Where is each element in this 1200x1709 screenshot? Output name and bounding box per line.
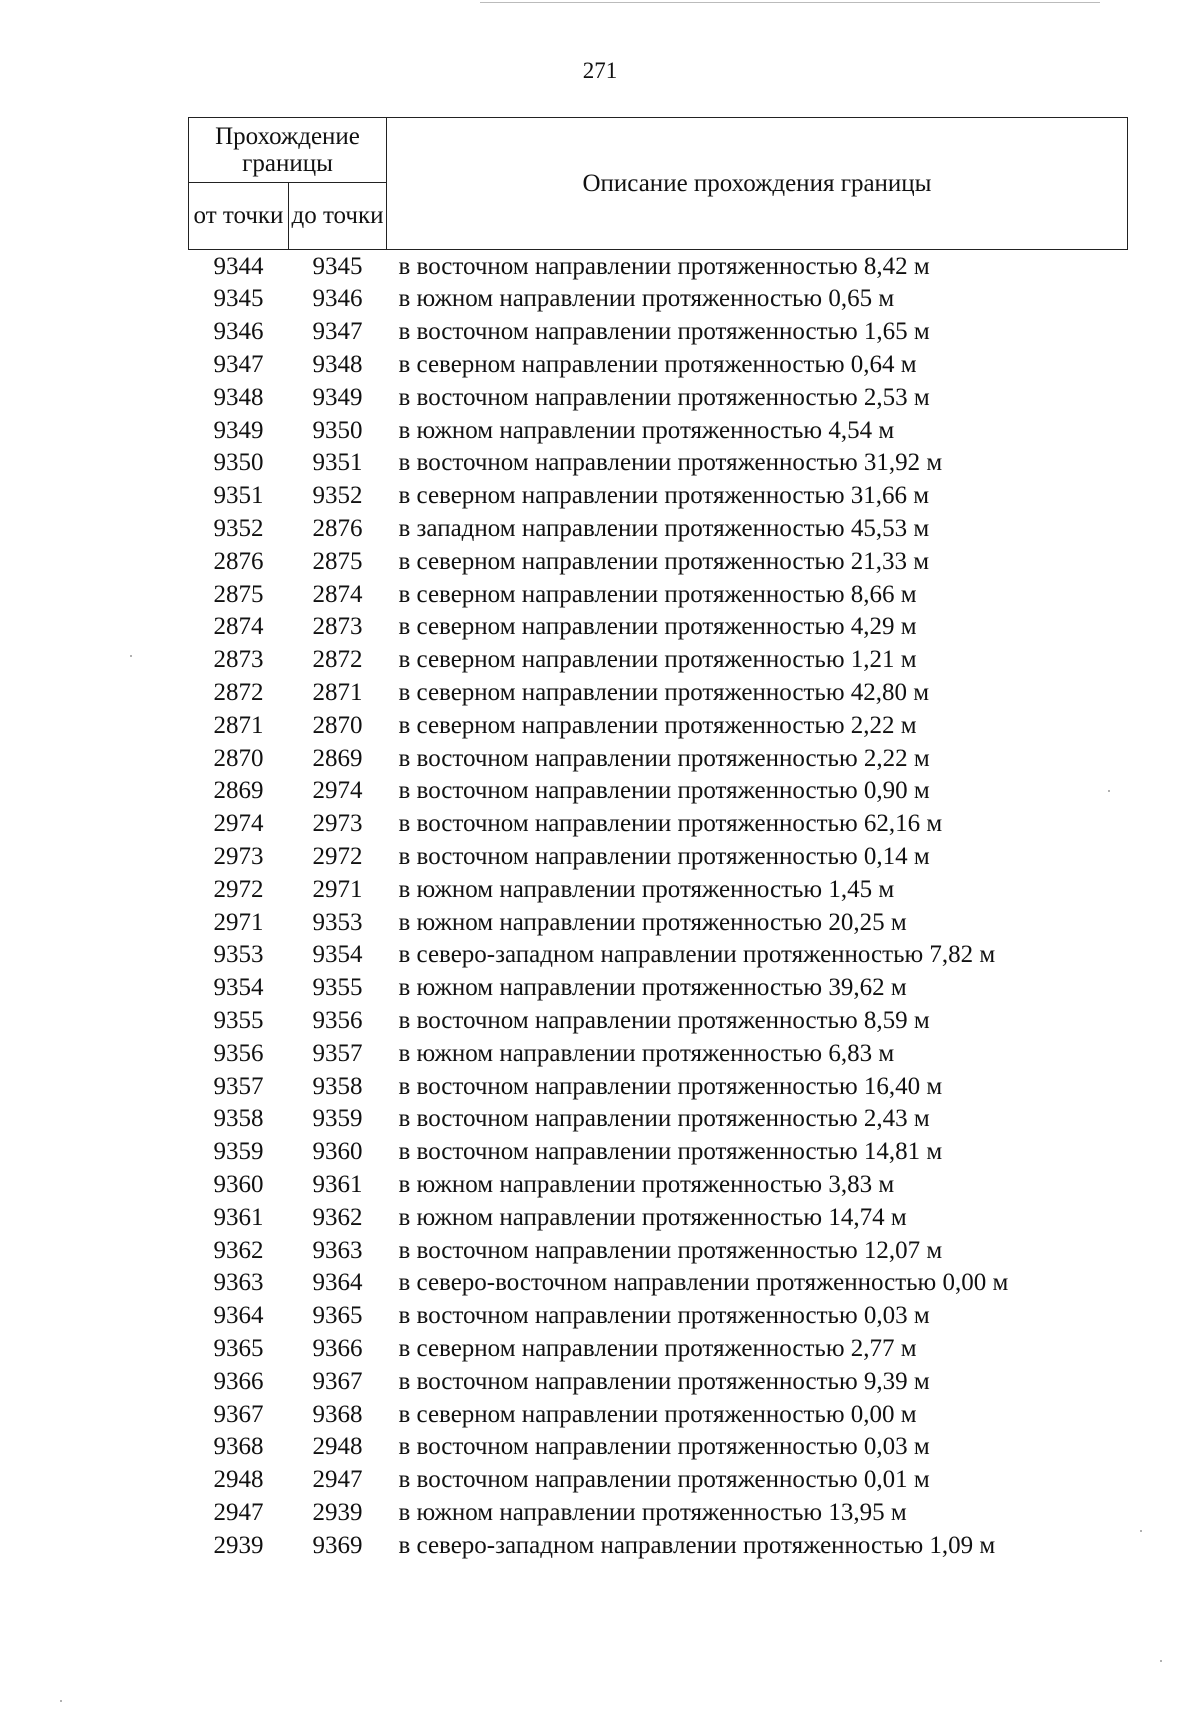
table-row	[189, 316, 1128, 349]
cell-description: в северном направлении протяженностью 31,66 м	[398, 482, 930, 510]
cell-to-point: 9361	[312, 1170, 363, 1198]
scan-speck	[1140, 1530, 1142, 1532]
cell-to-point: 9359	[312, 1105, 363, 1133]
cell-from-point: 9348	[213, 383, 264, 411]
cell-to-point: 2874	[312, 580, 363, 608]
cell-description: в северном направлении протяженностью 0,00 м	[398, 1400, 917, 1428]
cell-to-point: 2873	[312, 613, 363, 641]
cell-description: в восточном направлении протяженностью 1,65 м	[398, 318, 930, 346]
table-row	[189, 644, 1128, 677]
cell-description: в восточном направлении протяженностью 0,03 м	[398, 1302, 930, 1330]
table-row	[189, 676, 1128, 709]
cell-from-point: 9355	[213, 1006, 264, 1034]
cell-description: в северном направлении протяженностью 0,64 м	[398, 351, 917, 379]
cell-from-point: 9346	[213, 318, 264, 346]
table-header	[189, 118, 1128, 250]
table-row	[189, 250, 1128, 283]
table-row	[189, 1529, 1128, 1562]
cell-description: в южном направлении протяженностью 4,54 м	[398, 416, 895, 444]
cell-description: в южном направлении протяженностью 20,25 м	[398, 908, 907, 936]
cell-from-point: 2872	[213, 679, 264, 706]
cell-description: в восточном направлении протяженностью 62,16 м	[398, 810, 943, 838]
cell-to-point: 9360	[312, 1138, 363, 1166]
cell-from-point: 2974	[213, 810, 264, 838]
table-row	[189, 480, 1128, 513]
cell-from-point: 9356	[213, 1039, 264, 1067]
cell-from-point: 9365	[213, 1334, 264, 1362]
cell-to-point: 9349	[312, 383, 363, 411]
cell-from-point: 2939	[213, 1531, 264, 1559]
cell-to-point: 9350	[312, 416, 363, 444]
table-row	[189, 1234, 1128, 1267]
cell-description: в северном направлении протяженностью 2,77 м	[398, 1334, 917, 1362]
table-row	[189, 906, 1128, 939]
cell-description: в восточном направлении протяженностью 2,43 м	[398, 1105, 930, 1133]
table-row	[189, 840, 1128, 873]
cell-description: в южном направлении протяженностью 14,74 м	[398, 1203, 907, 1231]
cell-to-point: 9358	[312, 1072, 363, 1100]
cell-description: в восточном направлении протяженностью 0,01 м	[398, 1466, 930, 1494]
cell-from-point: 9357	[213, 1072, 264, 1100]
cell-description: в северном направлении протяженностью 1,21 м	[398, 646, 917, 674]
cell-description: в восточном направлении протяженностью 2,22 м	[398, 744, 930, 772]
cell-description: в южном направлении протяженностью 39,62 м	[398, 974, 907, 1002]
table-row	[189, 742, 1128, 775]
table-row	[189, 1201, 1128, 1234]
cell-from-point: 2948	[213, 1466, 264, 1494]
cell-from-point: 9351	[213, 482, 264, 510]
cell-description: в северном направлении протяженностью 2,22 м	[398, 711, 917, 739]
table-row	[189, 1300, 1128, 1333]
cell-to-point: 2876	[312, 515, 363, 543]
cell-from-point: 2971	[213, 908, 264, 936]
header-to-point: до точки	[289, 183, 387, 250]
cell-description: в восточном направлении протяженностью 12,07 м	[398, 1236, 943, 1264]
cell-description: в северном направлении протяженностью 8,66 м	[398, 580, 917, 608]
cell-description: в южном направлении протяженностью 6,83 м	[398, 1039, 895, 1067]
cell-to-point: 2947	[312, 1466, 363, 1494]
cell-to-point: 9351	[312, 449, 363, 477]
cell-description: в восточном направлении протяженностью 9,39 м	[398, 1367, 930, 1395]
table-row	[189, 447, 1128, 480]
table-row	[189, 808, 1128, 841]
table-row	[189, 545, 1128, 578]
cell-from-point: 9350	[213, 449, 264, 477]
cell-to-point: 9356	[312, 1006, 363, 1034]
cell-to-point: 9353	[312, 908, 363, 936]
cell-description: в южном направлении протяженностью 3,83 м	[398, 1170, 895, 1198]
cell-to-point: 2973	[312, 810, 363, 838]
page-number: 271	[582, 58, 618, 83]
cell-from-point: 2871	[213, 711, 264, 739]
cell-from-point: 9344	[213, 252, 264, 280]
table-row	[189, 873, 1128, 906]
header-boundary-passage: Прохождение границы	[189, 118, 387, 183]
cell-from-point: 9345	[213, 285, 264, 313]
cell-to-point: 2974	[312, 777, 363, 805]
table-row	[189, 1070, 1128, 1103]
cell-description: в восточном направлении протяженностью 14,81 м	[398, 1138, 943, 1166]
table-row	[189, 1365, 1128, 1398]
cell-to-point: 9363	[312, 1236, 363, 1264]
cell-description: в северном направлении протяженностью 42,80 м	[398, 679, 930, 706]
cell-from-point: 9366	[213, 1367, 264, 1395]
scan-top-edge	[480, 2, 1100, 3]
cell-to-point: 2971	[312, 875, 363, 903]
cell-to-point: 9347	[312, 318, 363, 346]
cell-to-point: 2972	[312, 842, 363, 870]
cell-to-point: 9355	[312, 974, 363, 1002]
cell-to-point: 9362	[312, 1203, 363, 1231]
cell-to-point: 2875	[312, 547, 363, 575]
table-row	[189, 348, 1128, 381]
cell-to-point: 9345	[312, 252, 363, 280]
cell-description: в северо-восточном направлении протяженностью 0,00 м	[398, 1269, 1009, 1297]
boundary-table	[188, 117, 1128, 1562]
cell-from-point: 2947	[213, 1498, 264, 1526]
cell-from-point: 2869	[213, 777, 264, 805]
table-row	[189, 1332, 1128, 1365]
cell-description: в восточном направлении протяженностью 16,40 м	[398, 1072, 943, 1100]
cell-from-point: 2876	[213, 547, 264, 575]
table-row	[189, 1103, 1128, 1136]
cell-from-point: 9353	[213, 941, 264, 969]
header-description: Описание прохождения границы	[387, 118, 1128, 250]
table-row	[189, 611, 1128, 644]
cell-from-point: 2873	[213, 646, 264, 674]
cell-to-point: 9366	[312, 1334, 363, 1362]
cell-from-point: 2973	[213, 842, 264, 870]
cell-to-point: 9365	[312, 1302, 363, 1330]
table-row	[189, 972, 1128, 1005]
cell-to-point: 9357	[312, 1039, 363, 1067]
cell-description: в северо-западном направлении протяженностью 1,09 м	[398, 1531, 996, 1559]
cell-from-point: 9363	[213, 1269, 264, 1297]
cell-to-point: 9369	[312, 1531, 363, 1559]
cell-description: в восточном направлении протяженностью 0,03 м	[398, 1433, 930, 1461]
cell-to-point: 2870	[312, 711, 363, 739]
table-row	[189, 1267, 1128, 1300]
cell-description: в южном направлении протяженностью 0,65 м	[398, 285, 895, 313]
cell-from-point: 9360	[213, 1170, 264, 1198]
cell-description: в восточном направлении протяженностью 0,14 м	[398, 842, 930, 870]
table-row	[189, 283, 1128, 316]
table-row	[189, 381, 1128, 414]
cell-from-point: 9361	[213, 1203, 264, 1231]
cell-description: в северном направлении протяженностью 21,33 м	[398, 547, 930, 575]
table-row	[189, 1496, 1128, 1529]
table-row	[189, 1431, 1128, 1464]
table-row	[189, 1004, 1128, 1037]
cell-description: в восточном направлении протяженностью 0,90 м	[398, 777, 930, 805]
cell-from-point: 9349	[213, 416, 264, 444]
cell-description: в восточном направлении протяженностью 8,59 м	[398, 1006, 930, 1034]
cell-from-point: 2875	[213, 580, 264, 608]
scan-speck	[130, 655, 132, 657]
cell-to-point: 2872	[312, 646, 363, 674]
table-row	[189, 512, 1128, 545]
cell-from-point: 9347	[213, 351, 264, 379]
cell-description: в восточном направлении протяженностью 2,53 м	[398, 383, 930, 411]
cell-to-point: 9346	[312, 285, 363, 313]
cell-from-point: 9359	[213, 1138, 264, 1166]
cell-description: в северо-западном направлении протяженностью 7,82 м	[398, 941, 996, 969]
cell-from-point: 9364	[213, 1302, 264, 1330]
cell-description: в южном направлении протяженностью 1,45 м	[398, 875, 895, 903]
cell-to-point: 2948	[312, 1433, 363, 1461]
scan-speck	[1160, 1660, 1162, 1662]
table-row	[189, 1463, 1128, 1496]
table-row	[189, 775, 1128, 808]
table-row	[189, 414, 1128, 447]
cell-to-point: 9348	[312, 351, 363, 379]
cell-to-point: 2871	[312, 679, 363, 706]
cell-to-point: 9368	[312, 1400, 363, 1428]
cell-to-point: 9364	[312, 1269, 363, 1297]
cell-to-point: 2939	[312, 1498, 363, 1526]
cell-from-point: 9362	[213, 1236, 264, 1264]
cell-description: в западном направлении протяженностью 45,53 м	[398, 515, 930, 543]
cell-from-point: 9358	[213, 1105, 264, 1133]
table-row	[189, 578, 1128, 611]
cell-from-point: 9368	[213, 1433, 264, 1461]
scan-speck	[60, 1700, 62, 1702]
table-row	[189, 939, 1128, 972]
table-row	[189, 1136, 1128, 1169]
cell-description: в восточном направлении протяженностью 31,92 м	[398, 449, 943, 477]
scan-speck	[1108, 790, 1110, 792]
cell-from-point: 2874	[213, 613, 264, 641]
header-from-point: от точки	[189, 183, 289, 250]
cell-from-point: 9352	[213, 515, 264, 543]
cell-description: в северном направлении протяженностью 4,29 м	[398, 613, 917, 641]
cell-to-point: 2869	[312, 744, 363, 772]
table-row	[189, 1037, 1128, 1070]
cell-to-point: 9354	[312, 941, 363, 969]
cell-description: в восточном направлении протяженностью 8,42 м	[398, 252, 930, 280]
cell-from-point: 9367	[213, 1400, 264, 1428]
cell-from-point: 2870	[213, 744, 264, 772]
cell-from-point: 9354	[213, 974, 264, 1002]
cell-from-point: 2972	[213, 875, 264, 903]
cell-description: в южном направлении протяженностью 13,95 м	[398, 1498, 907, 1526]
table-row	[189, 1398, 1128, 1431]
table-body	[189, 250, 1128, 1562]
table-row	[189, 1168, 1128, 1201]
cell-to-point: 9352	[312, 482, 363, 510]
cell-to-point: 9367	[312, 1367, 363, 1395]
table-row	[189, 709, 1128, 742]
